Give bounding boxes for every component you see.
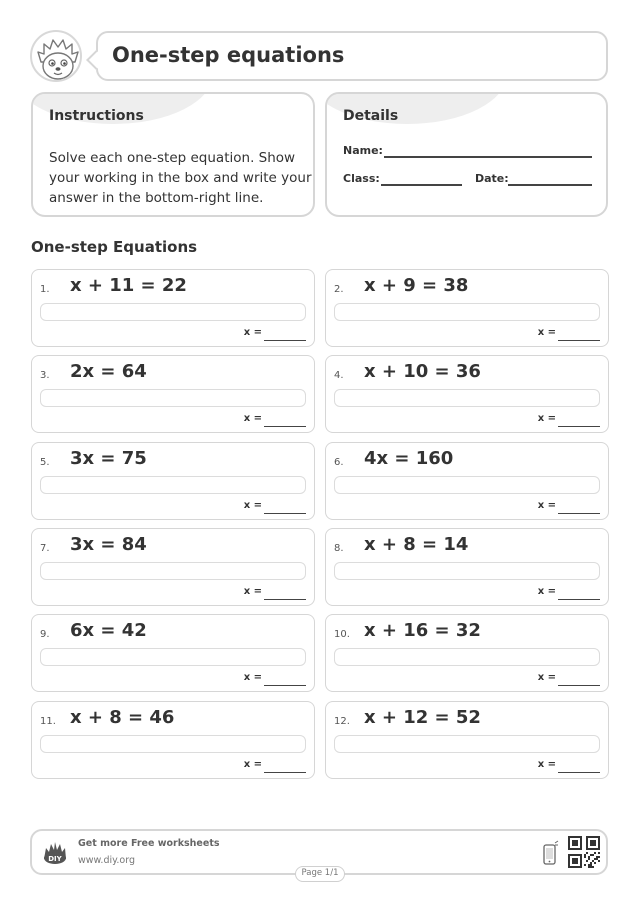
question-number: 8. [334,543,344,554]
page-title: One-step equations [112,43,345,67]
question-equation: x + 8 = 46 [70,707,175,728]
answer-label: x = [537,672,556,683]
working-box[interactable] [40,476,306,494]
answer-line[interactable] [558,772,600,773]
details-heading: Details [343,108,399,124]
answer-label: x = [537,500,556,511]
question-number: 7. [40,543,50,554]
answer-label: x = [243,586,262,597]
name-field[interactable] [384,156,592,158]
name-label: Name: [343,144,383,157]
question-card [31,614,315,692]
question-number: 5. [40,457,50,468]
question-card [31,442,315,520]
question-equation: x + 11 = 22 [70,275,187,296]
question-equation: x + 9 = 38 [364,275,469,296]
answer-label: x = [537,413,556,424]
footer-url-link[interactable]: www.diy.org [78,855,135,866]
question-equation: 3x = 84 [70,534,147,555]
section-title: One-step Equations [31,238,198,256]
question-equation: x + 16 = 32 [364,620,481,641]
question-number: 12. [334,716,350,727]
working-box[interactable] [334,476,600,494]
answer-label: x = [537,327,556,338]
answer-line[interactable] [264,599,306,600]
instructions-heading: Instructions [49,108,144,124]
question-equation: x + 8 = 14 [364,534,469,555]
question-card [325,269,609,347]
phone-icon [543,840,559,866]
working-box[interactable] [40,648,306,666]
question-number: 3. [40,370,50,381]
working-box[interactable] [40,735,306,753]
question-number: 2. [334,284,344,295]
question-equation: x + 10 = 36 [364,361,481,382]
answer-line[interactable] [558,599,600,600]
question-card [325,528,609,606]
question-equation: 2x = 64 [70,361,147,382]
question-card [325,355,609,433]
answer-line[interactable] [264,340,306,341]
answer-line[interactable] [264,685,306,686]
question-card [325,442,609,520]
answer-line[interactable] [558,340,600,341]
date-label: Date: [475,172,509,185]
working-box[interactable] [40,389,306,407]
working-box[interactable] [334,389,600,407]
question-number: 4. [334,370,344,381]
answer-label: x = [243,500,262,511]
class-field[interactable] [381,184,462,186]
title-box [96,31,608,81]
answer-line[interactable] [264,513,306,514]
question-number: 10. [334,629,350,640]
question-card [31,701,315,779]
question-card [31,355,315,433]
svg-text:DIY: DIY [48,855,62,863]
answer-label: x = [243,413,262,424]
question-card [31,528,315,606]
question-equation: 4x = 160 [364,448,454,469]
working-box[interactable] [334,648,600,666]
answer-label: x = [243,759,262,770]
question-number: 9. [40,629,50,640]
mascot-icon [30,30,82,82]
question-card [325,701,609,779]
details-card [325,92,608,217]
answer-line[interactable] [558,513,600,514]
answer-label: x = [243,672,262,683]
qr-code-icon [568,836,600,868]
answer-line[interactable] [264,772,306,773]
answer-label: x = [537,759,556,770]
working-box[interactable] [40,303,306,321]
question-card [31,269,315,347]
working-box[interactable] [334,303,600,321]
answer-label: x = [537,586,556,597]
question-number: 6. [334,457,344,468]
answer-line[interactable] [558,426,600,427]
question-card [325,614,609,692]
question-number: 11. [40,716,56,727]
page-indicator: Page 1/1 [295,866,345,882]
footer-tagline: Get more Free worksheets [78,838,220,849]
working-box[interactable] [334,562,600,580]
answer-line[interactable] [558,685,600,686]
question-equation: 6x = 42 [70,620,147,641]
working-box[interactable] [334,735,600,753]
diy-logo-icon [42,839,68,865]
instructions-text: Solve each one-step equation. Show your working in the box and write your answer in the bottom-right line. [49,150,312,206]
question-number: 1. [40,284,50,295]
instructions-card [31,92,315,217]
working-box[interactable] [40,562,306,580]
answer-label: x = [243,327,262,338]
class-label: Class: [343,172,380,185]
question-equation: x + 12 = 52 [364,707,481,728]
date-field[interactable] [508,184,592,186]
question-equation: 3x = 75 [70,448,147,469]
answer-line[interactable] [264,426,306,427]
